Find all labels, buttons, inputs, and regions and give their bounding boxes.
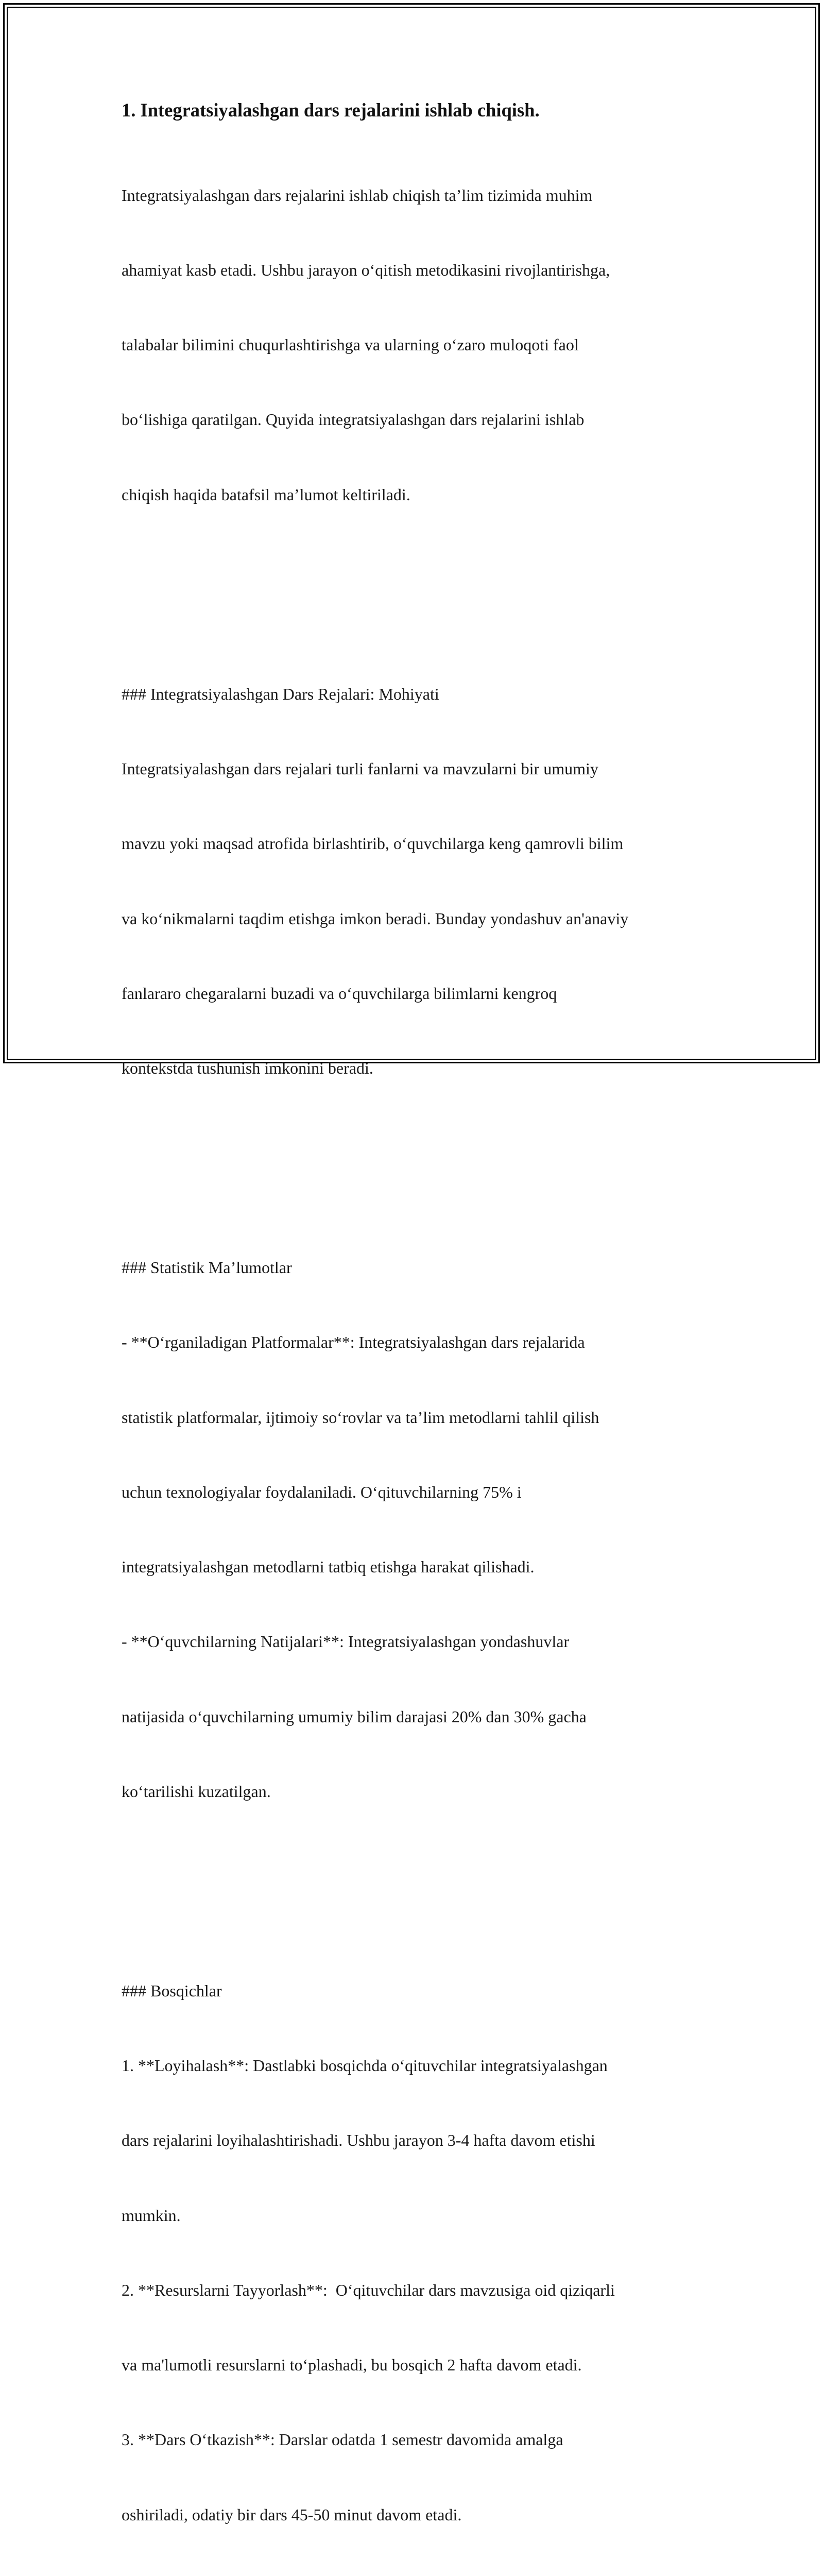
list-item: 2. **Resurslarni Tayyorlash**: O‘qituvchilar dars mavzusiga oid qiziqarli bbox=[122, 2280, 615, 2299]
list-item: 1. **Loyihalash**: Dastlabki bosqichda o‘qituvchilar integratsiyalashgan bbox=[122, 2056, 608, 2075]
section-heading: ### Statistik Ma’lumotlar bbox=[122, 1258, 292, 1277]
text-line: bo‘lishiga qaratilgan. Quyida integratsiyalashgan dars rejalarini ishlab bbox=[122, 410, 585, 429]
text-line: chiqish haqida batafsil ma’lumot keltiriladi. bbox=[122, 485, 410, 504]
text-line: mumkin. bbox=[122, 2206, 181, 2225]
blank-line bbox=[122, 1130, 714, 1155]
section-mohiyati bbox=[122, 632, 714, 1205]
list-item: 3. **Dars O‘tkazish**: Darslar odatda 1 semestr davomida amalga bbox=[122, 2430, 563, 2449]
blank-line bbox=[122, 557, 714, 582]
text-line: natijasida o‘quvchilarning umumiy bilim darajasi 20% dan 30% gacha bbox=[122, 1707, 587, 1726]
list-item: - **O‘quvchilarning Natijalari**: Integratsiyalashgan yondashuvlar bbox=[122, 1632, 570, 1651]
document-body bbox=[122, 98, 714, 2576]
section-heading: ### Integratsiyalashgan Dars Rejalari: Mohiyati bbox=[122, 684, 439, 703]
blank-line bbox=[122, 1854, 714, 1878]
text-line: Integratsiyalashgan dars rejalarini ishlab chiqish ta’lim tizimida muhim bbox=[122, 185, 593, 205]
text-line: integratsiyalashgan metodlarni tatbiq etishga harakat qilishadi. bbox=[122, 1557, 535, 1577]
text-line: talabalar bilimini chuqurlashtirishga va ularning o‘zaro muloqoti faol bbox=[122, 335, 579, 354]
text-line: fanlararo chegaralarni buzadi va o‘quvchilarga bilimlarni kengroq bbox=[122, 984, 557, 1003]
section-bosqichlar bbox=[122, 1928, 714, 2576]
intro-paragraph bbox=[122, 133, 714, 632]
list-item: - **O‘rganiladigan Platformalar**: Integratsiyalashgan dars rejalarida bbox=[122, 1333, 585, 1352]
text-line: kontekstda tushunish imkonini beradi. bbox=[122, 1059, 373, 1078]
text-line: ko‘tarilishi kuzatilgan. bbox=[122, 1782, 271, 1801]
text-line: statistik platformalar, ijtimoiy so‘rovlar va ta’lim metodlarni tahlil qilish bbox=[122, 1408, 599, 1427]
section-heading: ### Bosqichlar bbox=[122, 1981, 222, 2001]
text-line: va ko‘nikmalarni taqdim etishga imkon beradi. Bunday yondashuv an'anaviy bbox=[122, 909, 629, 928]
text-line: oshiriladi, odatiy bir dars 45-50 minut davom etadi. bbox=[122, 2505, 462, 2524]
text-line: uchun texnologiyalar foydalaniladi. O‘qituvchilarning 75% i bbox=[122, 1482, 522, 1501]
section-statistik bbox=[122, 1205, 714, 1928]
text-line: mavzu yoki maqsad atrofida birlashtirib, o‘quvchilarga keng qamrovli bilim bbox=[122, 834, 624, 853]
text-line: Integratsiyalashgan dars rejalari turli fanlarni va mavzularni bir umumiy bbox=[122, 759, 598, 778]
document-title: 1. Integratsiyalashgan dars rejalarini ishlab chiqish. bbox=[122, 99, 540, 121]
text-line: va ma'lumotli resurslarni to‘plashadi, bu bosqich 2 hafta davom etadi. bbox=[122, 2355, 582, 2375]
text-line: ahamiyat kasb etadi. Ushbu jarayon o‘qitish metodikasini rivojlantirishga, bbox=[122, 261, 610, 280]
text-line: dars rejalarini loyihalashtirishadi. Ushbu jarayon 3-4 hafta davom etishi bbox=[122, 2131, 595, 2150]
